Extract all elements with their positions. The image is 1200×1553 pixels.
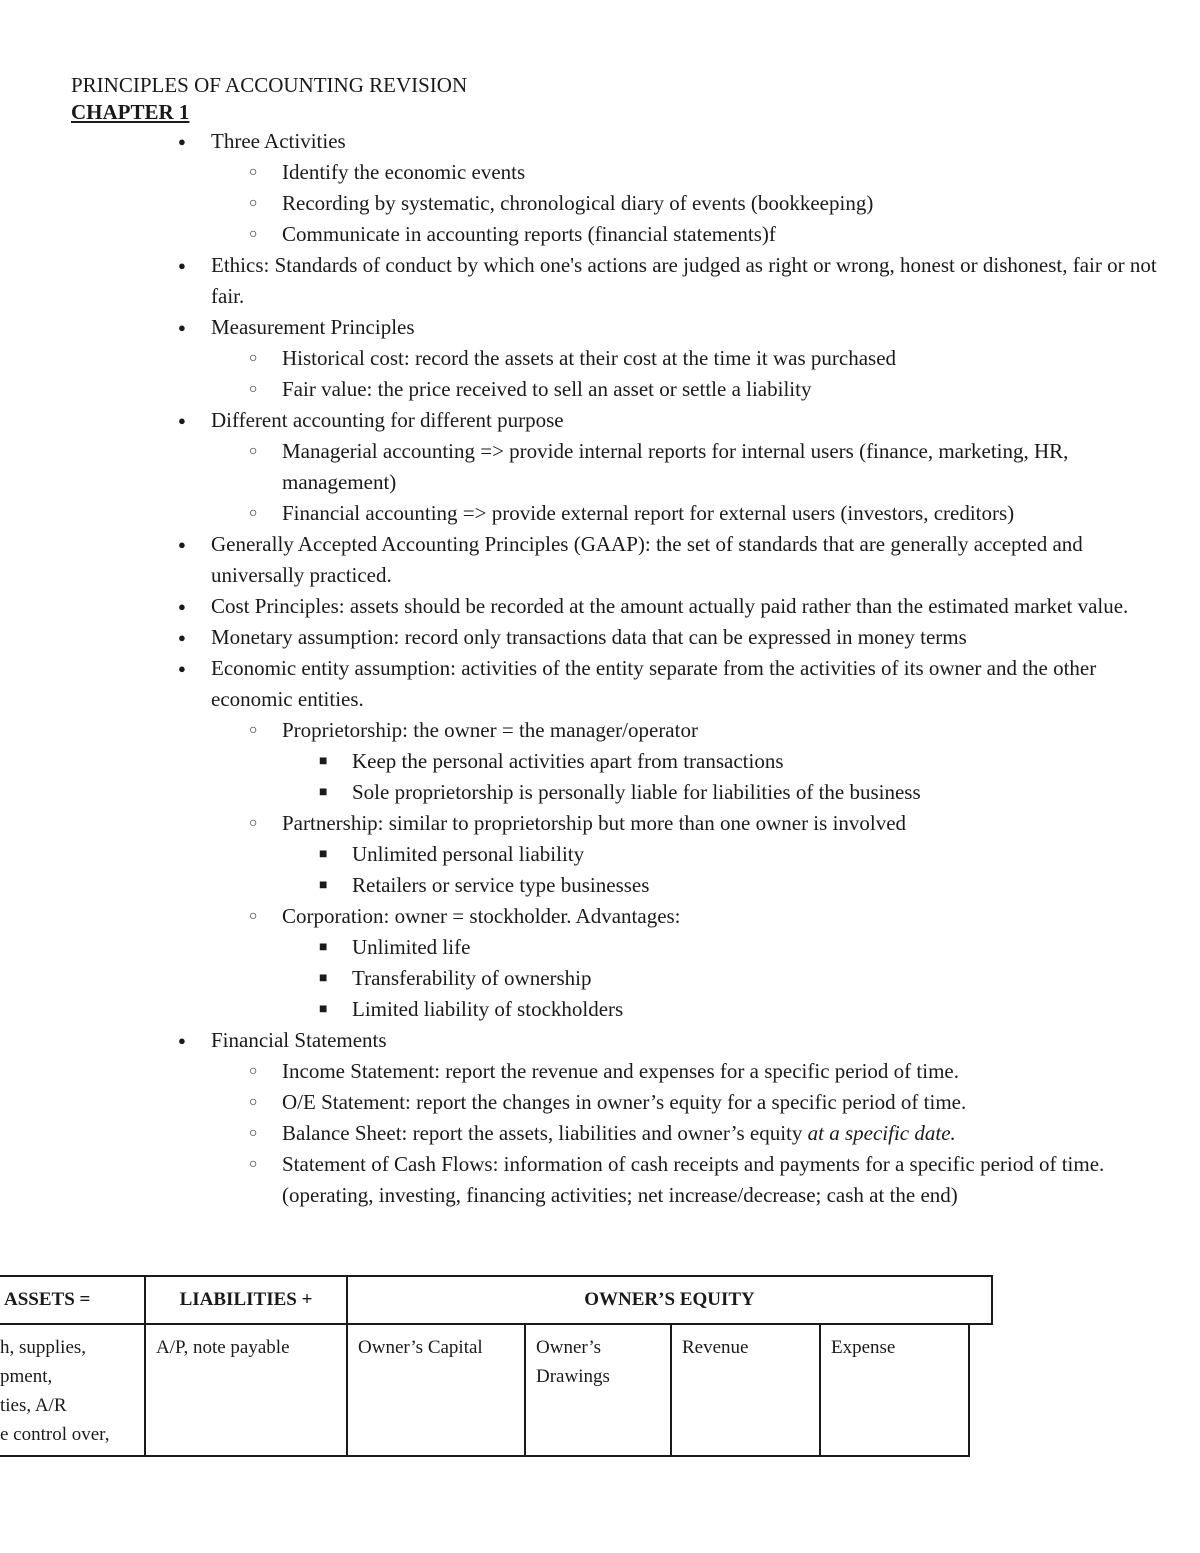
accounting-equation-table (0, 1275, 1000, 1460)
equity-header: OWNER’S EQUITY (346, 1275, 993, 1325)
assets-body: h, supplies, pment, ties, A/R e control over, (0, 1323, 146, 1457)
list-item: ■ Keep the personal activities apart from transactions (71, 746, 1161, 777)
owners-capital-cell: Owner’s Capital (346, 1323, 526, 1457)
document-body (71, 72, 1161, 1211)
list-item: ● Ethics: Standards of conduct by which one's actions are judged as right or wrong, honest or dishonest, fair or not fair. (71, 250, 1161, 312)
list-item: ○ Balance Sheet: report the assets, liabilities and owner’s equity at a specific date. (71, 1118, 1161, 1149)
list-item: ■ Transferability of ownership (71, 963, 1161, 994)
doc-title: PRINCIPLES OF ACCOUNTING REVISION (71, 73, 468, 97)
list-item: ○ Managerial accounting => provide internal reports for internal users (finance, marketing, HR, management) (71, 436, 1161, 498)
list-item: ■ Sole proprietorship is personally liable for liabilities of the business (71, 777, 1161, 808)
liabilities-body: A/P, note payable (144, 1323, 348, 1457)
list-item: ● Measurement Principles ○ Historical cost: record the assets at their cost at the time it was purchased ○ Fair value: the price received to sell an asset or settle a liability (71, 312, 1161, 405)
list-item: ■ Retailers or service type businesses (71, 870, 1161, 901)
list-item: ○ Corporation: owner = stockholder. Advantages: ■ Unlimited life ■ Transferability of ownership ■ Limited liability of stockholders (71, 901, 1161, 1025)
list-item: ○ Statement of Cash Flows: information of cash receipts and payments for a specific period of time. (operating, investing, financing activities; net increase/decrease; cash at the end) (71, 1149, 1161, 1211)
list-item: ● Different accounting for different purpose ○ Managerial accounting => provide internal reports for internal users (finance, marketing, HR, management) ○ Financial accounting => provide external report for external users (investors, creditors) (71, 405, 1161, 529)
list-item: ● Financial Statements ○ Income Statement: report the revenue and expenses for a specific period of time. ○ O/E Statement: report the changes in owner’s equity for a specific period of time. ○ Balance Sheet: report the assets, liabilities and owner’s equity at a specific date. ○ Statement of Cash Flows: information of cash receipts and payments for a specific period of time. (operating, investing, financing activities; net increase/decrease; cash at the end) (71, 1025, 1161, 1211)
chapter-heading: CHAPTER 1 (71, 100, 190, 124)
liabilities-header: LIABILITIES + (144, 1275, 348, 1325)
expense-cell: Expense (819, 1323, 970, 1457)
revenue-cell: Revenue (670, 1323, 821, 1457)
list-item: ○ O/E Statement: report the changes in owner’s equity for a specific period of time. (71, 1087, 1161, 1118)
list-item: ○ Identify the economic events (71, 157, 1161, 188)
list-item: ● Economic entity assumption: activities of the entity separate from the activities of its owner and the other economic entities. ○ Proprietorship: the owner = the manager/operator ■ Keep the personal activities apart from transactions ■ Sole proprietorship is personally liable for liabilities of the business ○ Partnership: similar to proprietorship but more than one owner is involved ■ Unlimited personal liability ■ Retailers or service type businesses ○ Corporation: owner = stockholder. Advantages: ■ Unlimited life ■ Transferability of ownership ■ Limited liability of stockholders (71, 653, 1161, 1025)
list-item: ○ Fair value: the price received to sell an asset or settle a liability (71, 374, 1161, 405)
list-item: ■ Unlimited life (71, 932, 1161, 963)
list-item: ■ Limited liability of stockholders (71, 994, 1161, 1025)
list-item: ○ Income Statement: report the revenue and expenses for a specific period of time. (71, 1056, 1161, 1087)
list-item: ○ Partnership: similar to proprietorship but more than one owner is involved ■ Unlimited personal liability ■ Retailers or service type businesses (71, 808, 1161, 901)
list-item: ● Generally Accepted Accounting Principles (GAAP): the set of standards that are generally accepted and universally practiced. (71, 529, 1161, 591)
list-item: ● Cost Principles: assets should be recorded at the amount actually paid rather than the estimated market value. (71, 591, 1161, 622)
list-item: ● Three Activities ○ Identify the economic events ○ Recording by systematic, chronological diary of events (bookkeeping) ○ Communicate in accounting reports (financial statements)f (71, 126, 1161, 250)
assets-header: ASSETS = (0, 1275, 146, 1325)
outline-list (71, 126, 1161, 1211)
owners-drawings-cell: Owner’s Drawings (524, 1323, 672, 1457)
list-item: ■ Unlimited personal liability (71, 839, 1161, 870)
list-item: ○ Historical cost: record the assets at their cost at the time it was purchased (71, 343, 1161, 374)
list-item: ○ Communicate in accounting reports (financial statements)f (71, 219, 1161, 250)
list-item: ○ Recording by systematic, chronological diary of events (bookkeeping) (71, 188, 1161, 219)
list-item: ○ Financial accounting => provide external report for external users (investors, creditors) (71, 498, 1161, 529)
list-item: ● Monetary assumption: record only transactions data that can be expressed in money terms (71, 622, 1161, 653)
list-item: ○ Proprietorship: the owner = the manager/operator ■ Keep the personal activities apart from transactions ■ Sole proprietorship is personally liable for liabilities of the business (71, 715, 1161, 808)
